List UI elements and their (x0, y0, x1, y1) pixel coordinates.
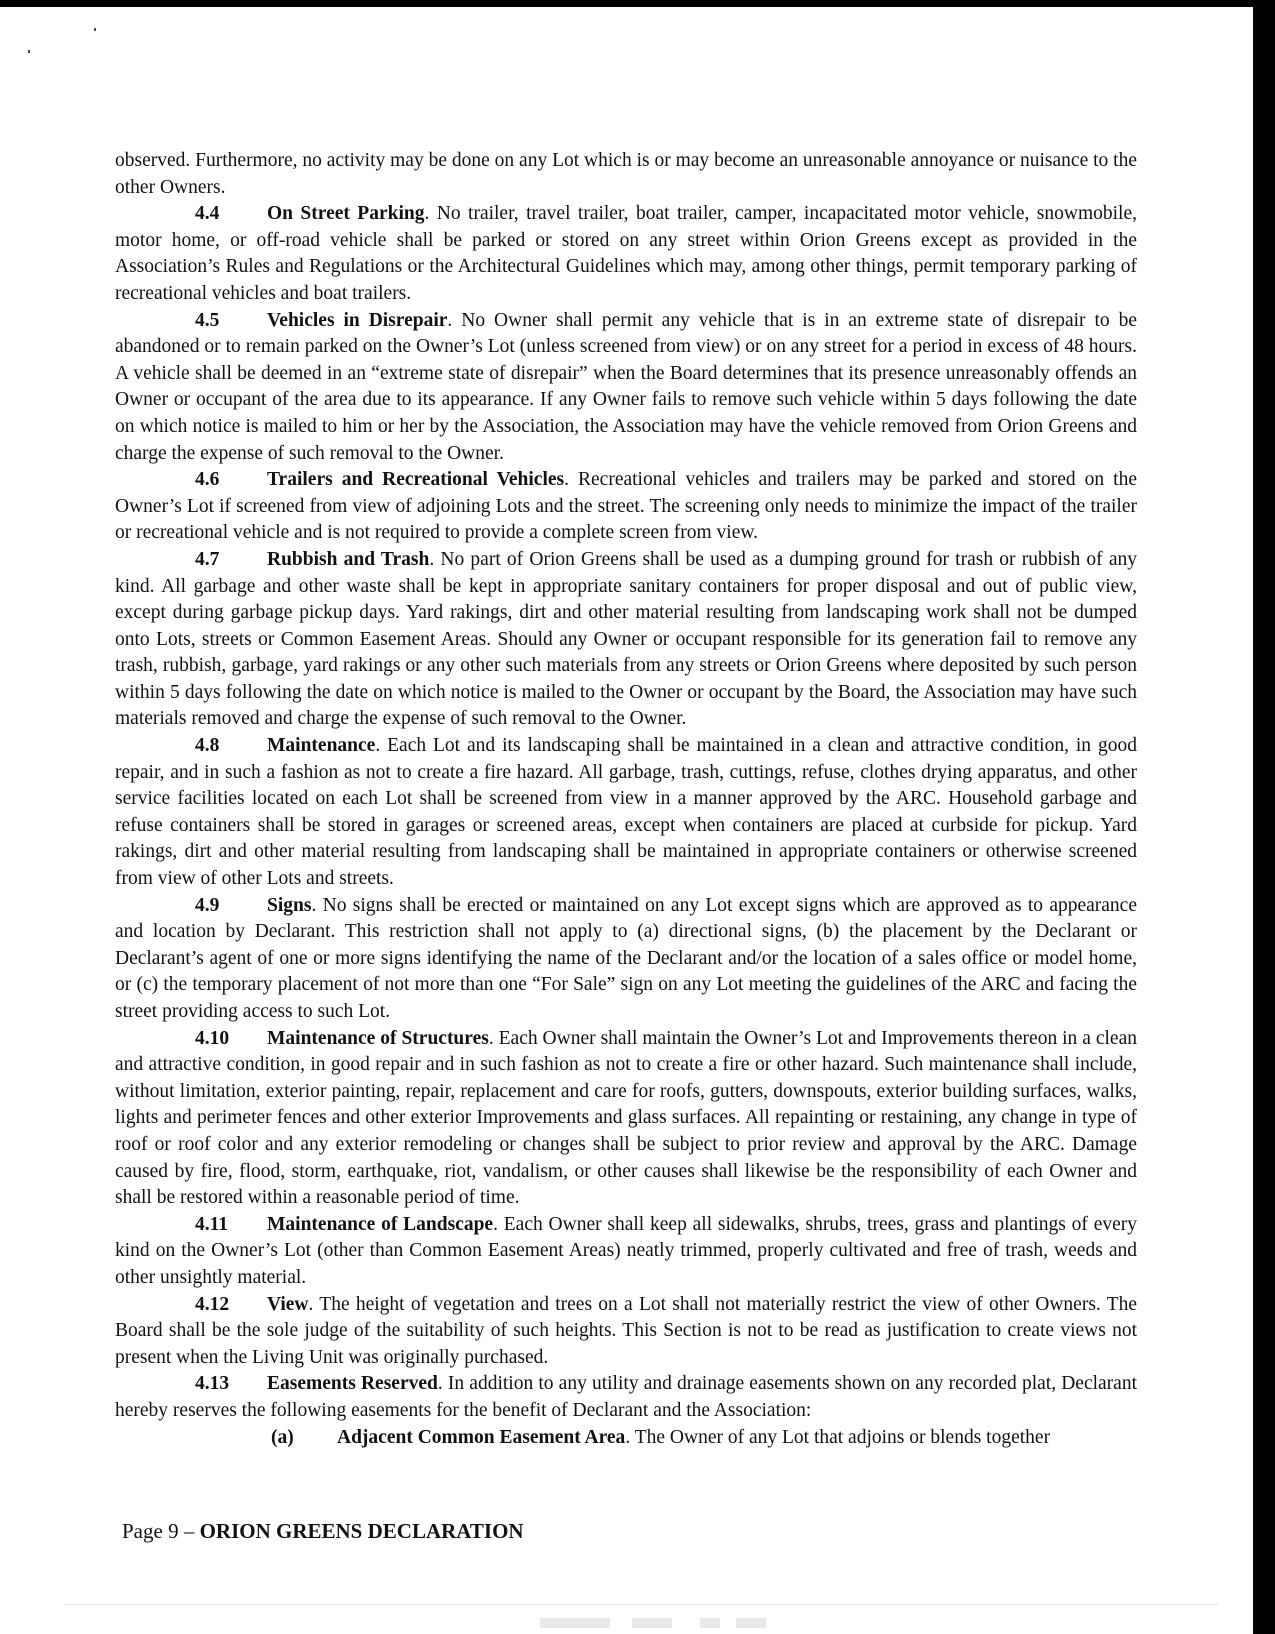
section-4-13 (115, 1371, 1137, 1424)
section-heading: Maintenance of Structures (267, 1027, 489, 1049)
section-heading: Easements Reserved (267, 1373, 438, 1395)
section-number: 4.12 (195, 1293, 230, 1315)
footer-document-title: ORION GREENS DECLARATION (199, 1519, 524, 1543)
section-text: . The height of vegetation and trees on a Lot shall not materially restrict the view of other Owners. The Board shall be the sole judge of the suitability of such heights. This Section is not to be read as justification to create views not present when the Living Unit was originally purchased. (115, 1293, 1137, 1368)
section-4-10 (115, 1026, 1137, 1212)
section-heading: Maintenance of Landscape (267, 1213, 494, 1235)
section-heading: On Street Parking (267, 203, 425, 225)
section-4-7 (115, 547, 1137, 733)
scan-bottom-rule (64, 1604, 1219, 1605)
section-text: . Each Owner shall keep all sidewalks, shrubs, trees, grass and plantings of every kind on the Owner’s Lot (other than Common Easement Areas) neatly trimmed, properly cultivated and free of trash, weeds and other unsightly material. (115, 1213, 1138, 1288)
scan-speck (94, 28, 96, 31)
scan-border-right (1253, 0, 1275, 1634)
subsection-number: (a) (271, 1426, 294, 1448)
section-heading: View (267, 1293, 309, 1315)
section-text: . Each Owner shall maintain the Owner’s Lot and Improvements thereon in a clean and attractive condition, in good repair and in such fashion as not to create a fire or other hazard. Such maintenance shall include, without limitation, exterior painting, repair, replacement and care for roofs, gutters, downspouts, exterior building surfaces, walks, lights and perimeter fences and other exterior Improvements and glass surfaces. All repainting or restaining, any change in type of roof or roof color and any exterior remodeling or changes shall be subject to prior review and approval by the ARC. Damage caused by fire, flood, storm, earthquake, riot, vandalism, or other causes shall likewise be the responsibility of each Owner and shall be restored within a reasonable period of time. (115, 1027, 1137, 1209)
section-text: . Recreational vehicles and trailers may be parked and stored on the Owner’s Lot if screened from view of adjoining Lots and the street. The screening only needs to minimize the impact of the trailer or recreational vehicle and is not required to provide a complete screen from view. (115, 469, 1137, 544)
section-text: . No signs shall be erected or maintained on any Lot except signs which are approved as to appearance and location by Declarant. This restriction shall not apply to (a) directional signs, (b) the placement by the Declarant or Declarant’s agent of one or more signs identifying the name of the Declarant and/or the location of a sales office or model home, or (c) the temporary placement of not more than one “For Sale” sign on any Lot meeting the guidelines of the ARC and facing the street providing access to such Lot. (115, 894, 1137, 1022)
scan-border-top (0, 0, 1275, 7)
section-number: 4.7 (195, 548, 220, 570)
section-text: . No part of Orion Greens shall be used as a dumping ground for trash or rubbish of any kind. All garbage and other waste shall be kept in appropriate sanitary containers for proper disposal and out of public view, except during garbage pickup days. Yard rakings, dirt and other material resulting from landscaping work shall not be dumped onto Lots, streets or Common Easement Areas. Should any Owner or occupant responsible for its generation fail to remove any trash, rubbish, garbage, yard rakings or any other such materials from any streets or Orion Greens where deposited by such person within 5 days following the date on which notice is mailed to the Owner or occupant by the Board, the Association may have such materials removed and charge the expense of such removal to the Owner. (115, 548, 1137, 730)
section-text: . No Owner shall permit any vehicle that is in an extreme state of disrepair to be abandoned or to remain parked on the Owner’s Lot (unless screened from view) or on any street for a period in excess of 48 hours. A vehicle shall be deemed in an “extreme state of disrepair” when the Board determines that its presence unreasonably offends an Owner or occupant of the area due to its appearance. If any Owner fails to remove such vehicle within 5 days following the date on which notice is mailed to him or her by the Association, the Association may have the vehicle removed from Orion Greens and charge the expense of such removal to the Owner. (115, 309, 1138, 464)
subsection-a (115, 1425, 1137, 1452)
section-number: 4.9 (195, 894, 220, 916)
section-4-12 (115, 1292, 1137, 1372)
subsection-heading: Adjacent Common Easement Area (337, 1426, 626, 1448)
page-number-label: Page 9 – (122, 1519, 200, 1543)
document-body (115, 148, 1137, 1451)
section-number: 4.10 (195, 1027, 230, 1049)
section-text: . No trailer, travel trailer, boat trailer, camper, incapacitated motor vehicle, snowmobile, motor home, or off-road vehicle shall be parked or stored on any street within Orion Greens except as provided in the Association’s Rules and Regulations or the Architectural Guidelines which may, among other things, permit temporary parking of recreational vehicles and boat trailers. (115, 203, 1137, 304)
section-4-5 (115, 308, 1137, 468)
section-number: 4.11 (195, 1213, 229, 1235)
section-number: 4.4 (195, 203, 220, 225)
section-heading: Maintenance (267, 735, 376, 757)
section-number: 4.5 (195, 309, 220, 331)
section-number: 4.8 (195, 735, 220, 757)
section-heading: Rubbish and Trash (267, 548, 430, 570)
section-4-11 (115, 1212, 1137, 1292)
section-heading: Signs (267, 894, 312, 916)
section-text: . Each Lot and its landscaping shall be maintained in a clean and attractive condition, in good repair, and in such a fashion as not to create a fire hazard. All garbage, trash, cuttings, refuse, clothes drying apparatus, and other service facilities located on each Lot shall be screened from view in a manner approved by the ARC. Household garbage and refuse containers shall be stored in garages or screened areas, except when containers are placed at curbside for pickup. Yard rakings, dirt and other material resulting from landscaping shall be maintained in appropriate containers or otherwise screened from view of other Lots and streets. (115, 735, 1137, 890)
page-footer (122, 1518, 524, 1544)
section-heading: Trailers and Recreational Vehicles (267, 469, 565, 491)
section-4-8 (115, 733, 1137, 893)
subsection-text: . The Owner of any Lot that adjoins or blends together (625, 1426, 1051, 1448)
section-4-4 (115, 201, 1137, 307)
section-4-9 (115, 893, 1137, 1026)
section-text: . In addition to any utility and drainage easements shown on any recorded plat, Declarant hereby reserves the following easements for the benefit of Declarant and the Association: (115, 1373, 1138, 1421)
section-4-6 (115, 467, 1137, 547)
scan-bottom-smudge (540, 1618, 770, 1628)
scan-speck (28, 50, 30, 53)
section-heading: Vehicles in Disrepair (267, 309, 448, 331)
section-number: 4.6 (195, 469, 220, 491)
section-number: 4.13 (195, 1373, 230, 1395)
intro-paragraph: observed. Furthermore, no activity may be done on any Lot which is or may become an unreasonable annoyance or nuisance to the other Owners. (115, 150, 1137, 198)
